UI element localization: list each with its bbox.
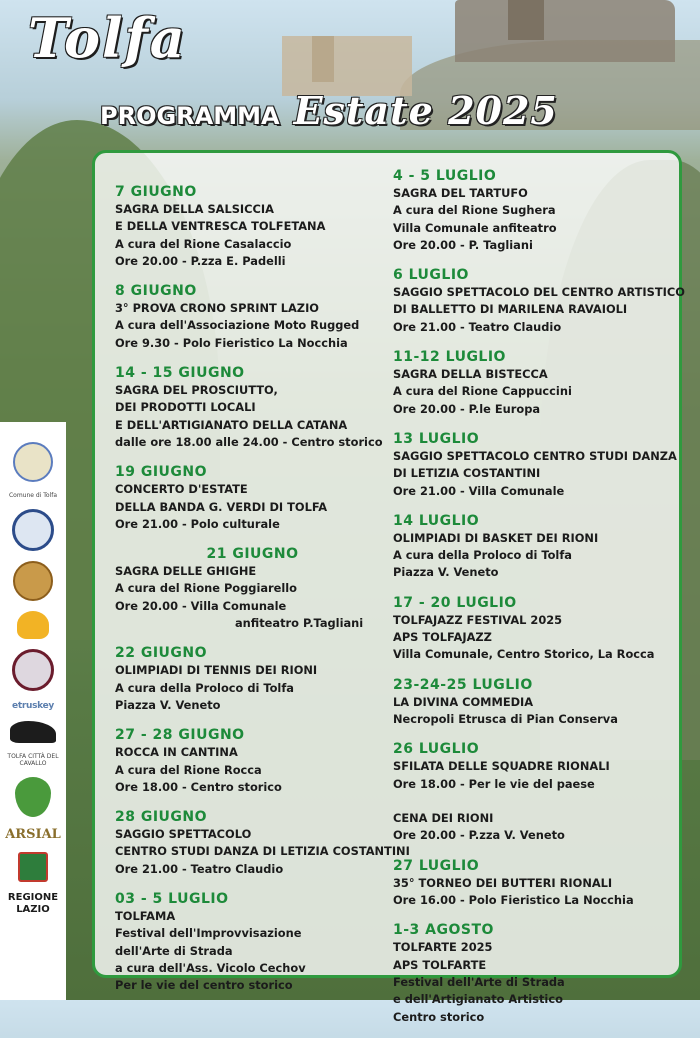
event-date: 4 - 5 LUGLIO [393,168,497,184]
event-detail-line: SAGRA DELLA SALSICCIA [115,202,274,216]
event-detail-line: ROCCA IN CANTINA [115,745,238,760]
event-date: 6 LUGLIO [393,267,469,284]
event-detail-line: Villa Comunale anfiteatro [393,220,557,235]
event-detail-line: e dell'Artigianato Artistico [393,992,563,1007]
event-date: 1-3 AGOSTO [393,922,494,939]
event-date: 21 GIUGNO [206,546,299,563]
event-detail-line: A cura del Rione Cappuccini [393,384,572,399]
event-detail-line: Ore 18.00 - Per le vie del paese [393,776,595,791]
event-detail-line: Ore 21.00 - Villa Comunale [393,483,565,498]
event-date: 19 GIUGNO [115,464,208,481]
events-panel [92,150,685,1024]
event-detail-line: TOLFAMA [115,909,176,924]
event-item [393,857,675,910]
event-detail-line: TOLFARTE 2025 [393,940,493,955]
event-detail-line: SAGRA DELLA BISTECCA [393,367,548,382]
event-detail-line: E DELL'ARTIGIANATO DELLA CATANA [115,417,348,432]
estate-label: Estate 2025 [293,88,558,133]
regione-line-1: REGIONE [7,892,59,903]
event-item [393,676,675,729]
event-detail-line: DEI PRODOTTI LOCALI [115,400,256,415]
regione-lazio-emblem-icon [18,852,48,882]
event-item [115,364,390,451]
event-item [115,644,390,714]
round-seal-icon [12,509,54,551]
oval-crest-icon [12,649,54,691]
event-detail-line: OLIMPIADI DI BASKET DEI RIONI [393,530,599,545]
event-detail-line: Ore 20.00 - Villa Comunale [115,598,287,613]
event-detail-line: dell'Arte di Strada [115,943,233,958]
grape-logo-icon [15,777,51,817]
event-date: 11-12 LUGLIO [393,349,506,366]
arsial-logo: ARSIAL [5,827,61,842]
church-tower-illustration [312,36,334,82]
event-detail-line: OLIMPIADI DI TENNIS DEI RIONI [115,663,318,678]
snail-logo-icon [17,611,49,639]
event-detail-line: A cura del Rione Rocca [115,762,262,777]
event-item [115,890,390,994]
event-date: 14 - 15 GIUGNO [115,365,245,382]
programma-label: PROGRAMMA [100,102,280,130]
event-detail-line: DELLA BANDA G. VERDI DI TOLFA [115,499,328,514]
castle-tower-illustration [508,0,544,40]
etruskey-logo: etruskey [12,701,54,711]
church-illustration [282,36,412,96]
event-detail-line: Festival dell'Arte di Strada [393,974,565,989]
event-detail-line: anfiteatro P.Tagliani [235,616,364,631]
event-detail-line: DI LETIZIA COSTANTINI [393,466,541,481]
program-subtitle [100,88,558,133]
event-item [393,921,675,1025]
event-detail-line: Ore 21.00 - Polo culturale [115,516,280,531]
event-item [393,430,675,500]
event-item [393,594,675,664]
event-detail-line: SAGGIO SPETTACOLO [115,827,252,842]
event-detail-line: SAGGIO SPETTACOLO DEL CENTRO ARTISTICO [393,285,685,300]
comune-tolfa-crest-icon [13,442,53,482]
event-date: 8 GIUGNO [115,283,197,300]
event-detail-line: Villa Comunale, Centro Storico, La Rocca [393,647,655,662]
event-date: 27 - 28 GIUGNO [115,727,245,744]
event-detail-line: A cura del Rione Casalaccio [115,236,292,251]
event-detail-line: SAGGIO SPETTACOLO CENTRO STUDI DANZA [393,448,677,463]
event-item [393,512,675,582]
event-item [393,740,675,844]
horse-logo-icon [10,721,56,743]
event-detail-line: APS TOLFARTE [393,957,487,972]
sponsor-sidebar [0,422,66,1000]
event-date: 13 LUGLIO [393,430,480,447]
event-detail-line: A cura della Proloco di Tolfa [115,680,294,695]
event-item [393,266,685,336]
right-events-column [393,167,685,1038]
event-detail-line: Centro storico [393,1009,485,1024]
event-item [115,282,390,352]
event-item [393,348,675,418]
regione-line-2: LAZIO [16,904,50,915]
event-detail-line: A cura della Proloco di Tolfa [393,548,572,563]
golden-seal-icon [13,561,53,601]
event-detail-line: Ore 20.00 - P.zza V. Veneto [393,828,565,843]
regione-lazio-logo [8,892,58,916]
event-detail-line: CENTRO STUDI DANZA DI LETIZIA COSTANTINI [115,844,410,859]
event-detail-line: 3° PROVA CRONO SPRINT LAZIO [115,301,319,316]
town-title: Tolfa [28,6,187,70]
event-item [115,808,410,878]
event-detail-line: Piazza V. Veneto [115,697,221,712]
event-detail-line: Ore 18.00 - Centro storico [115,779,282,794]
event-detail-line: Ore 20.00 - P.le Europa [393,401,541,416]
left-events-column [115,183,410,1007]
event-detail-line: APS TOLFAJAZZ [393,630,492,645]
event-item [115,463,390,533]
event-item [115,183,390,270]
event-item [115,726,390,796]
event-detail-line: Piazza V. Veneto [393,565,499,580]
castle-ruins-illustration [455,0,675,62]
event-detail-line: E DELLA VENTRESCA TOLFETANA [115,219,326,234]
event-detail-line: a cura dell'Ass. Vicolo Cechov [115,960,306,975]
event-detail-line: 35° TORNEO DEI BUTTERI RIONALI [393,875,613,890]
event-detail-line: SFILATA DELLE SQUADRE RIONALI [393,759,610,774]
event-date: 17 - 20 LUGLIO [393,594,517,611]
comune-caption: Comune di Tolfa [8,492,58,499]
event-date: 28 GIUGNO [115,809,208,826]
event-detail-line: A cura del Rione Poggiarello [115,581,298,596]
event-date: 26 LUGLIO [393,741,480,758]
event-date: 03 - 5 LUGLIO [115,891,229,908]
event-detail-line: Ore 21.00 - Teatro Claudio [393,319,562,334]
event-item [393,167,675,254]
event-detail-line: Festival dell'Improvvisazione [115,926,302,941]
event-detail-line: Ore 21.00 - Teatro Claudio [115,861,284,876]
event-date: 27 LUGLIO [393,857,480,874]
event-detail-line: Per le vie del centro storico [115,978,293,993]
event-detail-line [393,793,675,810]
event-detail-line: SAGRA DEL PROSCIUTTO, [115,383,278,398]
event-detail-line: LA DIVINA COMMEDIA [393,694,534,709]
event-date: 14 LUGLIO [393,512,480,529]
event-detail-line: TOLFAJAZZ FESTIVAL 2025 [393,612,563,627]
event-detail-line: SAGRA DELLE GHIGHE [115,564,257,579]
event-detail-line: Ore 20.00 - P. Tagliani [393,237,533,252]
event-detail-line: CONCERTO D'ESTATE [115,482,248,497]
event-detail-line: Ore 9.30 - Polo Fieristico La Nocchia [115,335,348,350]
event-detail-line: Ore 16.00 - Polo Fieristico La Nocchia [393,893,634,908]
tolfa-cavallo-caption: TOLFA CITTÀ DEL CAVALLO [7,753,59,767]
event-date: 23-24-25 LUGLIO [393,676,533,693]
event-detail-line: A cura dell'Associazione Moto Rugged [115,318,360,333]
event-item [115,545,390,632]
event-detail-line: SAGRA DEL TARTUFO [393,186,528,200]
event-detail-line: Necropoli Etrusca di Pian Conserva [393,711,618,726]
event-detail-line: DI BALLETTO DI MARILENA RAVAIOLI [393,302,628,317]
event-date: 7 GIUGNO [115,184,197,200]
event-detail-line: CENA DEI RIONI [393,811,494,826]
event-detail-line: dalle ore 18.00 alle 24.00 - Centro storico [115,434,383,449]
event-date: 22 GIUGNO [115,645,208,662]
event-detail-line: A cura del Rione Sughera [393,203,556,218]
event-detail-line: Ore 20.00 - P.zza E. Padelli [115,253,286,268]
